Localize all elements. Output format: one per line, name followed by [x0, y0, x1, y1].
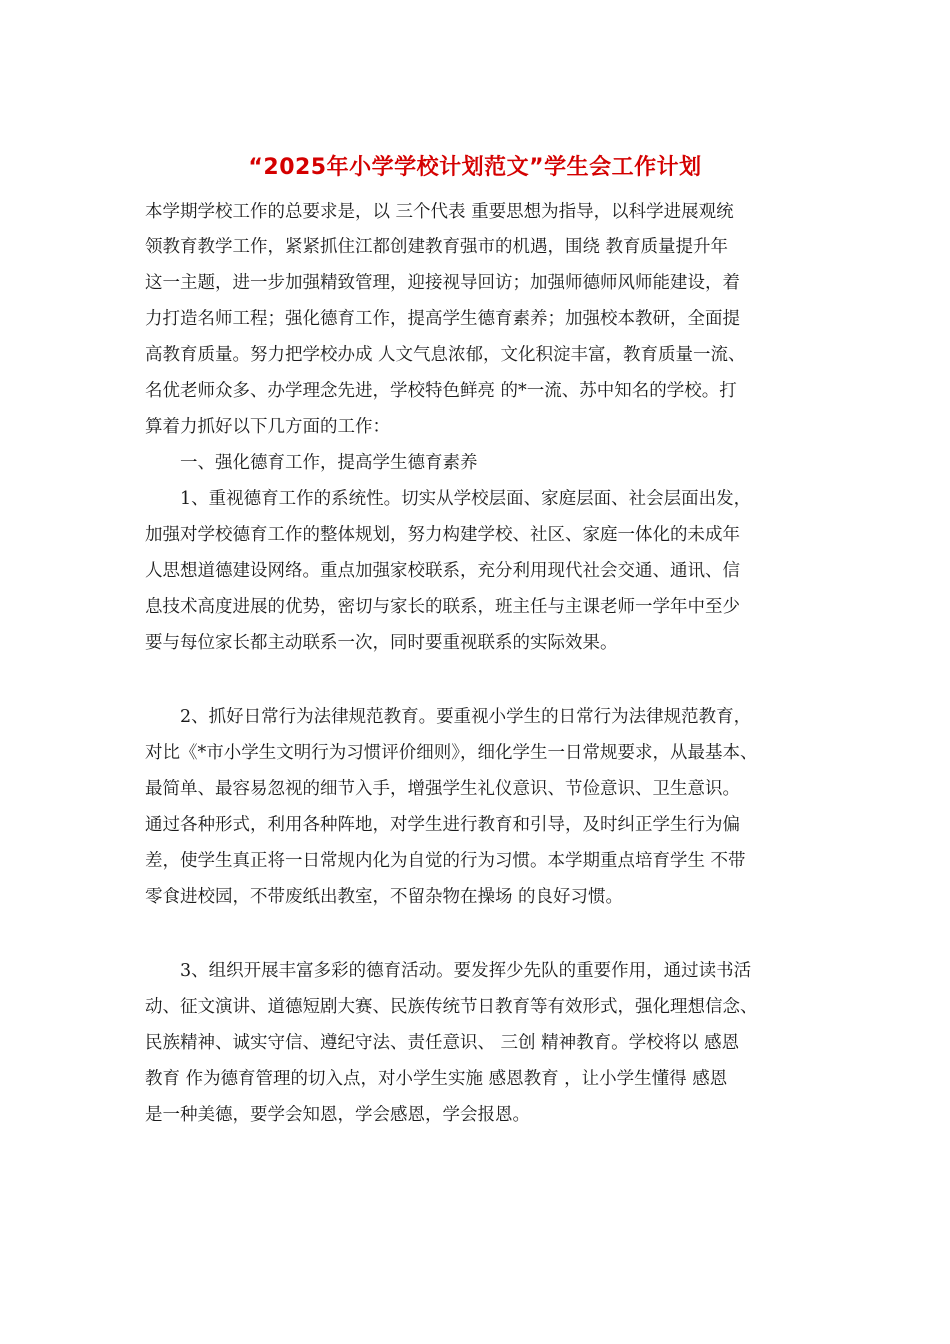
paragraph-first-line: 3、组织开展丰富多彩的德育活动。要发挥少先队的重要作用，通过读书活 [180, 961, 752, 981]
body-line: 对比《*市小学生文明行为习惯评价细则》，细化学生一日常规要求，从最基本、 [145, 743, 758, 763]
document-title: “2025年小学学校计划范文”学生会工作计划 [248, 155, 702, 180]
body-line: 息技术高度进展的优势，密切与家长的联系，班主任与主课老师一学年中至少 [145, 597, 740, 617]
body-line: 民族精神、诚实守信、遵纪守法、责任意识、 三创 精神教育。学校将以 感恩 [145, 1033, 740, 1053]
body-line: 是一种美德，要学会知恩，学会感恩，学会报恩。 [145, 1105, 530, 1125]
body-line: 人思想道德建设网络。重点加强家校联系，充分利用现代社会交通、通讯、信 [145, 561, 740, 581]
section-heading: 一、强化德育工作，提高学生德育素养 [180, 453, 478, 473]
body-line: 力打造名师工程；强化德育工作，提高学生德育素养；加强校本教研，全面提 [145, 309, 740, 329]
body-line: 教育 作为德育管理的切入点，对小学生实施 感恩教育 ，让小学生懂得 感恩 [145, 1069, 728, 1089]
body-line: 名优老师众多、办学理念先进，学校特色鲜亮 的*一流、苏中知名的学校。打 [145, 381, 737, 401]
body-line: 本学期学校工作的总要求是，以 三个代表 重要思想为指导，以科学进展观统 [145, 202, 734, 222]
body-line: 这一主题，进一步加强精致管理，迎接视导回访；加强师德师风师能建设，着 [145, 273, 740, 293]
body-line: 领教育教学工作，紧紧抓住江都创建教育强市的机遇，围绕 教育质量提升年 [145, 237, 729, 257]
body-line: 高教育质量。努力把学校办成 人文气息浓郁，文化积淀丰富，教育质量一流、 [145, 345, 746, 365]
body-line: 通过各种形式，利用各种阵地，对学生进行教育和引导，及时纠正学生行为偏 [145, 815, 740, 835]
body-line: 动、征文演讲、道德短剧大赛、民族传统节日教育等有效形式，强化理想信念、 [145, 997, 758, 1017]
body-line: 零食进校园，不带废纸出教室，不留杂物在操场 的良好习惯。 [145, 887, 624, 907]
body-line: 最简单、最容易忽视的细节入手，增强学生礼仪意识、节俭意识、卫生意识。 [145, 779, 740, 799]
body-line: 算着力抓好以下几方面的工作： [145, 417, 390, 437]
body-line: 加强对学校德育工作的整体规划，努力构建学校、社区、家庭一体化的未成年 [145, 525, 740, 545]
body-line: 差，使学生真正将一日常规内化为自觉的行为习惯。本学期重点培育学生 不带 [145, 851, 746, 871]
body-line: 要与每位家长都主动联系一次，同时要重视联系的实际效果。 [145, 633, 618, 653]
paragraph-first-line: 2、抓好日常行为法律规范教育。要重视小学生的日常行为法律规范教育， [180, 707, 752, 727]
paragraph-first-line: 1、重视德育工作的系统性。切实从学校层面、家庭层面、社会层面出发， [180, 489, 752, 509]
